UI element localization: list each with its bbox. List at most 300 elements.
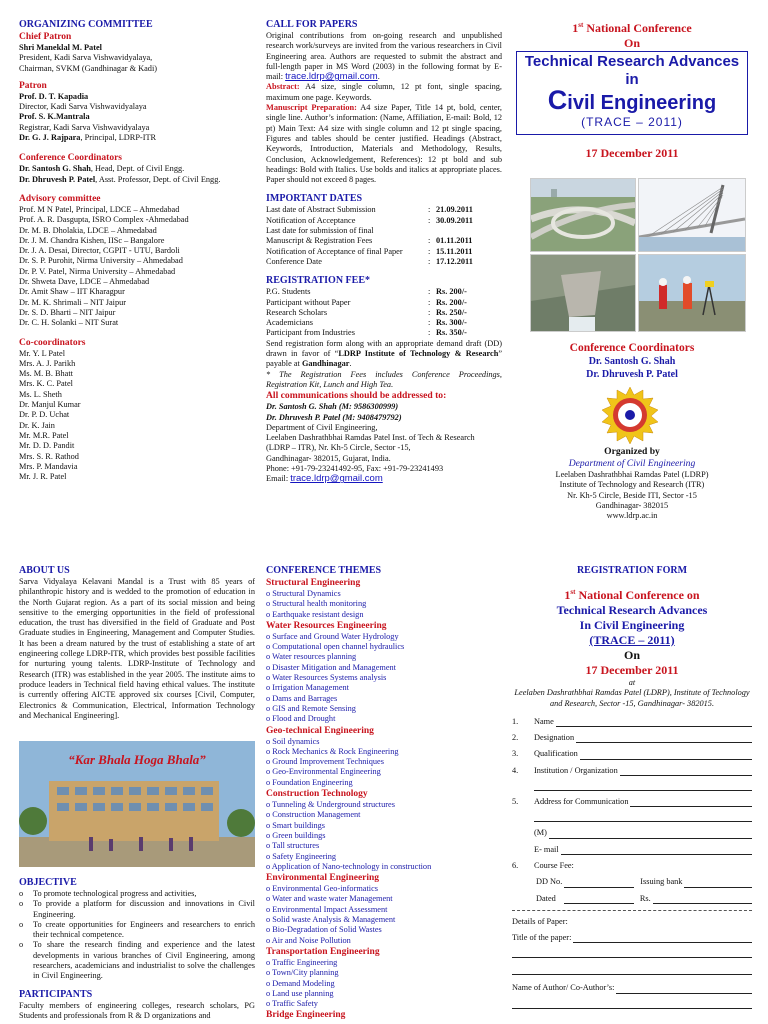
- theme-item-text: Traffic Safety: [272, 999, 318, 1009]
- form-dated-row: [536, 894, 752, 904]
- conference-line: [512, 18, 752, 36]
- cover-coordinator: Dr. Santosh G. Shah: [588, 356, 676, 367]
- objective-item: [19, 889, 255, 899]
- paper-title-input[interactable]: [573, 934, 752, 943]
- bullet-icon: o: [266, 652, 271, 662]
- bullet-icon: o: [266, 746, 271, 756]
- fee-colon: :: [428, 307, 431, 317]
- title-line-3-rest: ivil Engineering: [567, 92, 717, 114]
- cfp-text: Original contributions from on-going research and unpublished research work/surveys are invited from the various researchers in Civil Engineering area. Authors are requested to submit the abstract and full-length paper in MS Word (2003) in the following format by E-mail:: [266, 31, 502, 82]
- about-heading: ABOUT US: [19, 565, 70, 576]
- abstract-label: Abstract:: [266, 82, 300, 92]
- coordinator-name: Dr. Santosh G. Shah: [19, 164, 91, 174]
- date-colon: [428, 226, 436, 236]
- title-initial: C: [547, 85, 568, 115]
- date-row: [266, 247, 502, 257]
- conf-line-rest: National Conference: [583, 21, 692, 35]
- bullet-icon: o: [19, 940, 24, 950]
- panel-themes: [266, 564, 502, 1021]
- theme-item-text: Water resources planning: [272, 652, 357, 662]
- theme-item-text: Construction Management: [272, 810, 361, 820]
- theme-item: [266, 810, 502, 820]
- theme-item-text: Traffic Engineering: [272, 957, 338, 967]
- cocoordinator-member: Mrs. K. C. Patel: [19, 379, 73, 389]
- form-conf-rest: National Conference on: [575, 588, 700, 602]
- form-acronym: (TRACE – 2011): [589, 633, 675, 647]
- form-divider: [512, 910, 752, 911]
- form-field-row: [512, 766, 752, 776]
- form-fee-row: [512, 861, 752, 871]
- institute-line: Leelaben Dashrathbhai Ramdas Patel (LDRP): [555, 470, 709, 479]
- paper-title-label: Title of the paper:: [512, 933, 572, 943]
- theme-item-text: Environmental Impact Assessment: [272, 904, 388, 914]
- dd-no-input[interactable]: [564, 879, 634, 888]
- theme-item: [266, 915, 502, 925]
- theme-item-text: Air and Noise Pollution: [271, 935, 351, 945]
- cover-coordinators-heading: Conference Coordinators: [569, 342, 695, 354]
- advisory-member: Prof. M N Patel, Principal, LDCE – Ahmedabad: [19, 204, 180, 214]
- theme-heading: Transportation Engineering: [266, 946, 380, 957]
- patron-name: Dr. G. J. Rajpara: [19, 133, 81, 143]
- dd-no-label: DD No.: [536, 877, 563, 887]
- conference-on: On: [623, 36, 640, 50]
- theme-item: [266, 704, 502, 714]
- email-label: E- mail: [534, 844, 559, 854]
- advisory-member: Dr. C. H. Solanki – NIT Surat: [19, 318, 119, 328]
- bullet-icon: o: [266, 589, 271, 598]
- theme-item: [266, 821, 502, 831]
- form-field-row-continued: [534, 782, 752, 791]
- bullet-icon: o: [266, 999, 271, 1009]
- cover-date: 17 December 2011: [585, 146, 679, 160]
- theme-item: [266, 841, 502, 851]
- conf-ordinal-suffix: st: [578, 21, 584, 29]
- themes-list: [266, 577, 502, 1021]
- form-address-line-2: [534, 813, 752, 822]
- theme-item: [266, 989, 502, 999]
- date-value: 17.12.2011: [436, 256, 473, 266]
- title-line-3: [517, 85, 747, 115]
- date-colon: :: [428, 205, 431, 215]
- dd-place: Gandhinagar: [301, 359, 350, 369]
- cocoordinator-member: Mrs. P. Mandavia: [19, 461, 78, 471]
- form-title-2: In Civil Engineering: [579, 618, 685, 632]
- objective-text: To create opportunities for Engineers and researchers to enrich their technical competence.: [33, 919, 255, 940]
- fee-label: Academicians: [266, 318, 313, 328]
- bullet-icon: o: [266, 810, 271, 820]
- patron-role: Registrar, Kadi Sarva Vishwavidyalaya: [19, 122, 150, 132]
- bullet-icon: o: [266, 703, 271, 713]
- conf-ordinal: 1: [572, 21, 579, 35]
- bullet-icon: o: [266, 957, 271, 967]
- theme-item: [266, 852, 502, 862]
- fee-row: [266, 318, 502, 328]
- theme-item-text: Foundation Engineering: [272, 777, 353, 787]
- theme-item-text: Solid waste Analysis & Management: [272, 915, 396, 925]
- bullet-icon: o: [266, 978, 271, 988]
- email-label: Email:: [266, 474, 291, 484]
- fee-label: Participant from Industries: [266, 328, 355, 338]
- about-text: Sarva Vidyalaya Kelavani Mandal is a Trust with 85 years of philanthropic history and is wedded to the promotion of education in the North Gujarat region. As a part of its social mission and being sensitive to the emerging opportunities in the field of professional education, the trust has diversified in the field of Graduate and Post Graduate studies in Engineering, Management and Computer Studies. It has been a dream natured by the trust of establishing a state of art engineering college LDRP-ITR, which provides best possible facilities for nurturing young talents. LDRP-Institute of Technology and Research (ITR) was established in the year 2005. The institute aims to produce leaders in Technical field having ethical values. The institute is currently offering AICTE approved six courses [Civil, Computer, Electronics & Communication, Electrical, Information Technology and Mechanical Engineering].: [19, 577, 255, 720]
- title-box: [516, 51, 748, 135]
- abstract-text: A4 size, single column, 12 pt font, single spacing, maximum one page. Keywords.: [266, 82, 502, 102]
- fee-value: Rs. 200/-: [436, 297, 467, 307]
- theme-item-text: Demand Modeling: [272, 978, 335, 988]
- organizer-block: [512, 446, 752, 521]
- theme-item: [266, 968, 502, 978]
- date-label: Notification of Acceptance: [266, 215, 356, 225]
- theme-item-text: Smart buildings: [272, 820, 326, 830]
- dd-payee: LDRP Institute of Technology & Research: [338, 349, 499, 359]
- dated-input[interactable]: [564, 895, 634, 904]
- fee-number: 6.: [512, 860, 519, 870]
- form-conference-line: [512, 585, 752, 603]
- fee-row: [266, 308, 502, 318]
- patron-role: Director, Kadi Sarva Vishwavidyalaya: [19, 102, 147, 112]
- field-number: 5.: [512, 797, 519, 807]
- objective-heading: OBJECTIVE: [19, 877, 77, 888]
- cocoordinator-member: Ms. M. B. Bhatt: [19, 369, 73, 379]
- theme-item-text: Water Resources Systems analysis: [272, 673, 387, 683]
- theme-item: [266, 862, 502, 872]
- objective-item: [19, 920, 255, 941]
- manuscript-label: Manuscript Preparation:: [266, 103, 357, 113]
- panel-registration-form: [512, 564, 752, 1017]
- theme-item-text: Structural health monitoring: [272, 599, 367, 609]
- theme-item-text: Ground Improvement Techniques: [272, 757, 384, 767]
- cocoordinators-list: [19, 349, 251, 483]
- theme-item-text: Disaster Mitigation and Management: [272, 662, 396, 672]
- theme-heading: Bridge Engineering: [266, 1010, 346, 1021]
- theme-item: [266, 663, 502, 673]
- title-line-2: in: [625, 71, 639, 88]
- bullet-icon: o: [266, 714, 271, 724]
- advisory-member: Dr. J. M. Chandra Kishen, IISc – Bangalore: [19, 235, 165, 245]
- field-label: Address for Communication: [534, 797, 629, 807]
- cover-coordinator: Dr. Dhruvesh P. Patel: [586, 369, 678, 380]
- theme-item-text: Surface and Ground Water Hydrology: [272, 631, 399, 641]
- cover-bottom: [512, 341, 752, 381]
- form-title-row: [512, 933, 752, 943]
- theme-item-text: Tall structures: [272, 841, 320, 851]
- bullet-icon: o: [266, 736, 271, 746]
- advisory-member: Prof. A. R. Dasgupta, ISRO Complex -Ahmedabad: [19, 215, 189, 225]
- form-email-row: [534, 845, 752, 855]
- theme-item: [266, 714, 502, 724]
- fee-label: P.G. Students: [266, 287, 311, 297]
- bullet-icon: o: [266, 631, 271, 641]
- theme-heading: Environmental Engineering: [266, 873, 380, 884]
- bullet-icon: o: [19, 889, 24, 898]
- advisory-list: [19, 205, 251, 329]
- participants-text: Faculty members of engineering colleges, research scholars, PG Students and professionals from R & D organizations and: [19, 1000, 255, 1020]
- theme-item: [266, 778, 502, 788]
- fee-colon: :: [428, 297, 431, 307]
- theme-item-text: Dams and Barrages: [272, 693, 338, 703]
- authors-line[interactable]: [512, 1000, 752, 1009]
- bullet-icon: o: [266, 767, 271, 777]
- authors-input[interactable]: [616, 985, 752, 994]
- date-value: 21.09.2011: [436, 205, 473, 215]
- date-row: [266, 257, 502, 267]
- field-label: Designation: [534, 733, 575, 743]
- field-input[interactable]: [630, 798, 752, 807]
- theme-heading: Water Resources Engineering: [266, 620, 387, 631]
- objective-item: [19, 899, 255, 920]
- bullet-icon: o: [266, 925, 271, 935]
- theme-item-text: Town/City planning: [272, 968, 339, 978]
- objective-text: To share the research finding and experience and the latest developments in various branches of Civil Engineering, among researchers, academicians and industrialist to solve the challenges in Civil Engineering.: [33, 940, 255, 981]
- fee-value: Rs. 300/-: [436, 318, 467, 328]
- date-row: [266, 216, 502, 226]
- date-label: Conference Date: [266, 256, 322, 266]
- mobile-label: (M): [534, 828, 547, 838]
- bullet-icon: o: [266, 851, 271, 861]
- issuing-bank-input[interactable]: [684, 879, 752, 888]
- coordinators-heading: Conference Coordinators: [19, 153, 122, 164]
- address-block: [266, 423, 502, 474]
- theme-item-text: Geo-Environmental Engineering: [272, 767, 381, 777]
- form-field-row: [512, 797, 752, 807]
- date-value: 01.11.2011: [436, 236, 473, 246]
- manuscript-text: A4 size Paper, Title 14 pt, bold, center, single line. Author’s information: (Name, Affiliation, E-mail: Bold, 12 pt) Main Text: A4 size with single column and 12 pt single spacing, Figures and tables should be center justified. Headings (Abstract, Keywords, Introduction, Materials and Methodology, Results, Conclusion, Acknowledgement, References): 12 pt bold and sub headings: Bold with Italics. Use bolds and italics at appropriate places. Paper should not exceed 8 pages.: [266, 103, 503, 185]
- fee-colon: :: [428, 287, 431, 297]
- bullet-icon: o: [266, 915, 271, 925]
- advisory-heading: Advisory committee: [19, 193, 101, 204]
- chief-patron-heading: Chief Patron: [19, 32, 72, 42]
- panel-about: [19, 564, 255, 721]
- form-mobile-row: [534, 828, 752, 838]
- bullet-icon: o: [19, 919, 24, 929]
- form-on: On: [623, 648, 640, 662]
- theme-item-text: Safety Engineering: [272, 851, 337, 861]
- campus-banner-text: “Kar Bhala Hoga Bhala”: [68, 752, 206, 767]
- theme-item: [266, 747, 502, 757]
- bullet-icon: o: [266, 988, 271, 998]
- advisory-member: Dr. M. B. Dholakia, LDCE – Ahmedabad: [19, 225, 157, 235]
- field-input[interactable]: [620, 767, 752, 776]
- form-at: at: [628, 678, 636, 687]
- dd-text: Send registration form along with an appropriate demand draft (DD) drawn in favor of “: [266, 338, 502, 359]
- date-label: Last date of Abstract Submission: [266, 205, 376, 215]
- cocoordinator-member: Mr. J. R. Patel: [19, 472, 67, 482]
- field-input[interactable]: [580, 751, 752, 760]
- theme-item: [266, 599, 502, 609]
- cocoordinator-member: Dr. P. D. Uchat: [19, 410, 70, 420]
- advisory-member: Dr. S. D. Bharti – NIT Jaipur: [19, 307, 116, 317]
- fee-colon: :: [428, 318, 431, 328]
- title-acronym: (TRACE – 2011): [581, 115, 683, 129]
- bullet-icon: o: [266, 935, 271, 945]
- field-input[interactable]: [556, 718, 752, 727]
- theme-item: [266, 610, 502, 620]
- dates-heading: IMPORTANT DATES: [266, 193, 363, 205]
- chief-patron-line: Chairman, SVKM (Gandhinagar & Kadi): [19, 63, 158, 73]
- theme-item-text: Soil dynamics: [272, 736, 320, 746]
- bullet-icon: o: [19, 899, 24, 909]
- dated-label: Dated: [536, 893, 556, 903]
- institute-line: Institute of Technology and Research (ITR): [559, 480, 705, 490]
- rs-input[interactable]: [653, 895, 752, 904]
- bullet-icon: o: [266, 820, 271, 830]
- theme-item: [266, 757, 502, 767]
- institute-line: Gandhinagar- 382015: [595, 500, 669, 510]
- field-label: Institution / Organization: [534, 765, 618, 775]
- address-line: Department of Civil Engineering,: [266, 422, 378, 432]
- theme-item: [266, 925, 502, 935]
- date-label: Notification of Acceptance of final Paper: [266, 246, 403, 256]
- contact-email-link[interactable]: trace.ldrp@gmail.com: [290, 473, 383, 485]
- fee-heading: REGISTRATION FEE*: [266, 275, 371, 287]
- chief-patron-name: Shri Maneklal M. Patel: [19, 43, 102, 52]
- rs-label: Rs.: [639, 893, 651, 903]
- theme-heading: Construction Technology: [266, 789, 368, 800]
- surveyors-photo: [638, 254, 746, 332]
- bullet-icon: o: [266, 800, 271, 810]
- date-value: 15.11.2011: [436, 246, 473, 256]
- form-authors-row: [512, 983, 752, 993]
- objective-text: To provide a platform for discussion and innovations in Civil Engineering.: [33, 899, 255, 919]
- cfp-email-link[interactable]: trace.ldrp@gmail.com: [285, 71, 378, 83]
- objective-item: [19, 940, 255, 981]
- theme-heading: Geo-technical Engineering: [266, 725, 374, 736]
- cocoordinator-member: Mrs. A. J. Parikh: [19, 358, 76, 368]
- theme-item: [266, 979, 502, 989]
- dd-text: ” payable at: [266, 349, 502, 369]
- title-line-1: Technical Research Advances: [524, 53, 740, 70]
- form-venue: Leelaben Dashrathbhai Ramdas Patel (LDRP), Institute of Technology and Research, Sector -15, Gandhinagar- 382015.: [514, 688, 750, 708]
- cocoordinators-heading: Co-coordinators: [19, 337, 86, 348]
- fee-label: Course Fee:: [534, 860, 574, 870]
- bullet-icon: o: [266, 904, 271, 914]
- theme-item: [266, 589, 502, 599]
- theme-item-text: Water and waste water Management: [272, 894, 393, 904]
- cocoordinator-member: Ms. L. Sheth: [19, 389, 62, 399]
- date-colon: :: [428, 236, 431, 246]
- bullet-icon: o: [266, 662, 271, 672]
- theme-item: [266, 831, 502, 841]
- date-row: [266, 226, 502, 236]
- interchange-photo: [530, 178, 636, 252]
- fee-row: [266, 298, 502, 308]
- bullet-icon: o: [266, 693, 271, 703]
- address-input-2[interactable]: [534, 813, 752, 822]
- fee-label: Participant without Paper: [266, 297, 351, 307]
- address-line: Leelaben Dashrathbhai Ramdas Patel Inst. of Tech & Research: [266, 433, 475, 443]
- cocoordinator-member: Dr. Manjul Kumar: [19, 400, 81, 410]
- theme-item-text: Environmental Geo-informatics: [272, 884, 378, 894]
- org-committee-heading: ORGANIZING COMMITTEE: [19, 19, 153, 30]
- advisory-member: Dr. J. A. Desai, Director, CGPIT - UTU, Bardoli: [19, 246, 180, 256]
- fee-row: [266, 287, 502, 297]
- email-input[interactable]: [561, 846, 752, 855]
- bullet-icon: o: [266, 642, 271, 652]
- advisory-member: Dr. P. V. Patel, Nirma University – Ahmedabad: [19, 266, 176, 276]
- address-line: Gandhinagar- 382015, Gujarat, India.: [266, 453, 391, 463]
- institute-line: www.ldrp.ac.in: [606, 511, 658, 521]
- details-label: Details of Paper:: [512, 916, 568, 926]
- theme-heading: Structural Engineering: [266, 578, 361, 588]
- fee-label: Research Scholars: [266, 307, 328, 317]
- field-number: 4.: [512, 765, 519, 775]
- theme-item: [266, 642, 502, 652]
- mobile-input[interactable]: [549, 830, 752, 839]
- form-title-1: Technical Research Advances: [556, 603, 708, 617]
- patron-name: Prof. D. T. Kapadia: [19, 91, 89, 101]
- theme-item-text: Green buildings: [272, 830, 326, 840]
- theme-item: [266, 999, 502, 1009]
- dam-photo: [530, 254, 636, 332]
- bullet-icon: o: [266, 841, 271, 851]
- field-number: 2.: [512, 733, 519, 743]
- field-number: 3.: [512, 749, 519, 759]
- advisory-member: Dr. Shweta Dave, LDCE – Ahmedabad: [19, 277, 150, 287]
- institute-address: [512, 470, 752, 521]
- cocoordinator-member: Mr. M.R. Patel: [19, 430, 69, 440]
- bullet-icon: o: [266, 757, 271, 767]
- bullet-icon: o: [266, 683, 271, 693]
- panel-call-for-papers: CALL FOR PAPERS Original contributions from on-going research and unpublished research work/surveys are invited from the various researchers in Civil Engineering area. Authors are requested to submit the abstract and full-length paper in MS Word (2003) in the following format by E-mail: trace.ldrp@gmail.com. Abstract: A4 size, single column, 12 pt font, single spacing, maximum one page. Keywords. Manuscript Preparation: A4 size Paper, Title 14 pt, bold, center, single line. Author’s information: (Name, Affiliation, E-mail: Bold, 12 pt) Main Text: A4 size with single column and 12 pt single spacing, Figures and tables should be center justified. Headings (Abstract, Keywords, Introduction, Materials and Methodology, Results, Conclusion, Acknowledgement, References): 12 pt bold and sub headings: Bold with Italics. Use bolds and italics at appropriate places. Paper should not exceed 8 pages. IMPORTANT DATES Last date of Abstract Submission : 21.09.2011 Notification of Acceptance : 30.09.2011 Last date for submission of final Manuscript & Registration Fees : 01.11.2011 Notification of Acceptance of final Paper : 15.11.2011 Conference Date : 17.12.2011 REGISTRATION FEE* P.G. Students : Rs. 200/- Participant without Paper : Rs. 200/- Research Scholars : Rs. 250/- Academicians : Rs. 300/- Participant from Industries : Rs. 350/- Send registration form along with an appropriate demand draft (DD) drawn in favor of “LDRP Institute of Technology & Research” payable at Gandhinagar. * The Registration Fees includes Conference Proceedings, Registration Kit, Lunch and High Tea. All communications should be addressed to: Dr. Santosh G. Shah (M: 9586300999) Dr. Dhruvesh P. Patel (M: 9408479792) Department of Civil Engineering, Leelaben Dashrathbhai Ramdas Patel Inst. of Tech & Research (LDRP – ITR), Nr. Kh-5 Circle, Sector -15, Gandhinagar- 382015, Gujarat, India. Phone: +91-79-23241492-95, Fax: +91-79-23241493 Email: trace.ldrp@gmail.com: [266, 19, 503, 485]
- themes-heading: CONFERENCE THEMES: [266, 565, 382, 576]
- dd-end: .: [349, 359, 352, 369]
- fee-value: Rs. 350/-: [436, 328, 467, 338]
- field-label: Qualification: [534, 749, 578, 759]
- theme-item-text: Rock Mechanics & Rock Engineering: [272, 746, 399, 756]
- bullet-icon: o: [266, 777, 271, 787]
- paper-title-line[interactable]: [512, 966, 752, 975]
- form-fields: [512, 717, 752, 807]
- theme-item: [266, 683, 502, 693]
- patron-heading: Patron: [19, 80, 47, 91]
- theme-item: [266, 905, 502, 915]
- theme-item: [266, 800, 502, 810]
- fee-value: Rs. 250/-: [436, 307, 467, 317]
- date-colon: :: [428, 246, 431, 256]
- date-colon: :: [428, 215, 431, 225]
- bullet-icon: o: [266, 894, 271, 904]
- theme-item-text: Application of Nano-technology in construction: [271, 861, 432, 871]
- cocoordinator-member: Mrs. S. R. Rathod: [19, 451, 79, 461]
- form-dd-row: [536, 877, 752, 887]
- panel-cover: [512, 18, 752, 161]
- field-input[interactable]: [534, 782, 752, 791]
- fee-note: * The Registration Fees includes Conference Proceedings, Registration Kit, Lunch and High Tea.: [266, 369, 502, 389]
- organized-by: Organized by: [604, 446, 660, 457]
- cfp-heading: CALL FOR PAPERS: [266, 19, 358, 30]
- form-field-row: [512, 733, 752, 743]
- institute-line: Nr. Kh-5 Circle, Beside ITI, Sector -15: [567, 490, 697, 500]
- paper-title-line[interactable]: [512, 949, 752, 958]
- advisory-member: Dr. S. P. Purohit, Nirma University – Ahmedabad: [19, 256, 183, 266]
- communication-heading: All communications should be addressed to:: [266, 390, 447, 402]
- advisory-member: Dr. Amit Shaw – IIT Kharagpur: [19, 287, 125, 297]
- theme-item: [266, 632, 502, 642]
- objectives-list: [19, 889, 255, 982]
- bullet-icon: o: [266, 884, 271, 894]
- theme-item: [266, 694, 502, 704]
- theme-item-text: Structural Dynamics: [272, 589, 341, 598]
- field-input[interactable]: [576, 734, 752, 743]
- theme-item: [266, 936, 502, 946]
- theme-item-text: Earthquake resistant design: [272, 609, 364, 619]
- theme-item-text: Bio-Degradation of Solid Wastes: [272, 925, 382, 935]
- patron-role: , Principal, LDRP-ITR: [80, 133, 157, 143]
- bullet-icon: o: [266, 609, 271, 619]
- theme-item-text: Tunneling & Underground structures: [272, 800, 395, 810]
- authors-label: Name of Author/ Co-Author’s:: [512, 983, 615, 993]
- objective-block: [19, 876, 255, 1021]
- date-row: [266, 236, 502, 246]
